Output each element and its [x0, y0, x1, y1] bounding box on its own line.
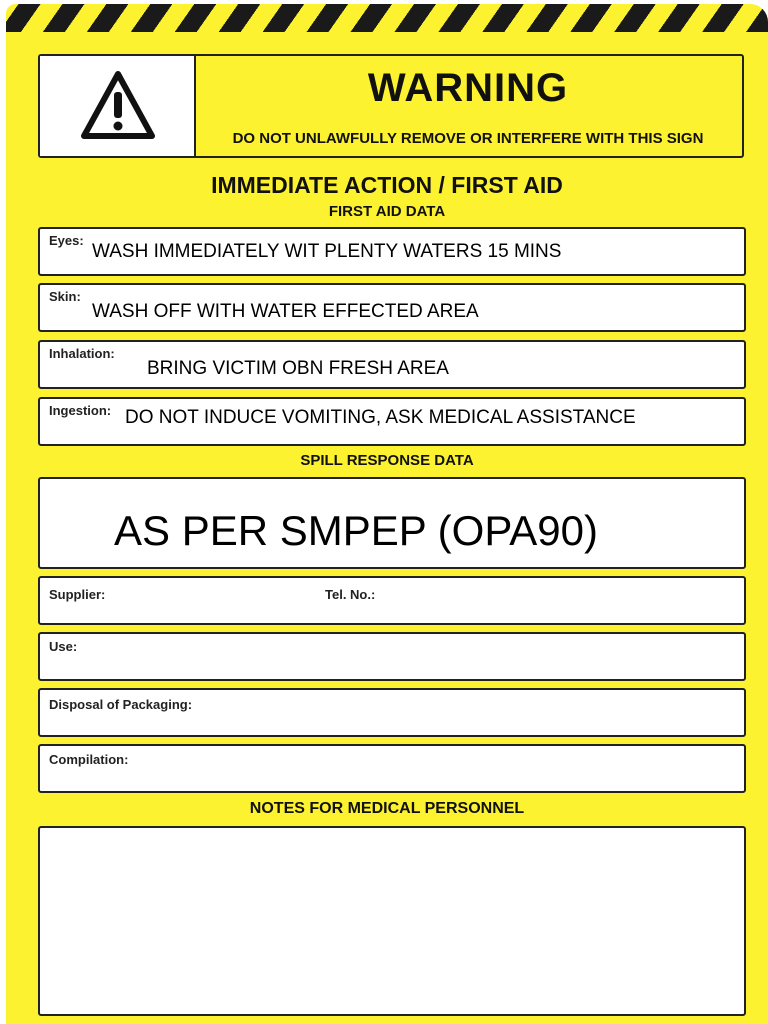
notes-medical-heading: NOTES FOR MEDICAL PERSONNEL [249, 800, 525, 817]
disposal-row [38, 688, 746, 737]
use-row [38, 632, 746, 681]
warning-header [38, 54, 744, 158]
compilation-label: Compilation: [49, 752, 129, 767]
eyes-row [38, 227, 746, 276]
tel-label: Tel. No.: [325, 587, 376, 602]
skin-label: Skin: [49, 289, 81, 304]
use-label: Use: [49, 639, 78, 654]
supplier-label: Supplier: [49, 587, 106, 602]
warning-subtitle: DO NOT UNLAWFULLY REMOVE OR INTERFERE WITH THIS SIGN [232, 130, 704, 147]
inhalation-row [38, 340, 746, 389]
ingestion-value: DO NOT INDUCE VOMITING, ASK MEDICAL ASSISTANCE [125, 407, 636, 428]
eyes-value: WASH IMMEDIATELY WIT PLENTY WATERS 15 MINS [92, 241, 562, 262]
compilation-row [38, 744, 746, 793]
spill-response-heading: SPILL RESPONSE DATA [300, 452, 474, 469]
skin-value: WASH OFF WITH WATER EFFECTED AREA [92, 301, 479, 322]
inhalation-value: BRING VICTIM OBN FRESH AREA [147, 358, 449, 379]
disposal-label: Disposal of Packaging: [49, 697, 193, 712]
notes-box [38, 826, 746, 1016]
immediate-action-heading: IMMEDIATE ACTION / FIRST AID [211, 172, 563, 198]
first-aid-data-heading: FIRST AID DATA [328, 203, 446, 220]
warning-triangle-icon [80, 70, 156, 140]
eyes-label: Eyes: [49, 233, 84, 248]
inhalation-label: Inhalation: [49, 346, 115, 361]
supplier-row [38, 576, 746, 625]
ingestion-row [38, 397, 746, 446]
spill-response-value: AS PER SMPEP (OPA90) [114, 507, 598, 554]
hazard-stripe [6, 4, 768, 32]
ingestion-label: Ingestion: [49, 403, 112, 418]
warning-title: WARNING [367, 66, 569, 110]
safety-sign [6, 4, 768, 1024]
spill-response-box [38, 477, 746, 569]
warning-icon-panel [40, 56, 196, 156]
skin-row [38, 283, 746, 332]
